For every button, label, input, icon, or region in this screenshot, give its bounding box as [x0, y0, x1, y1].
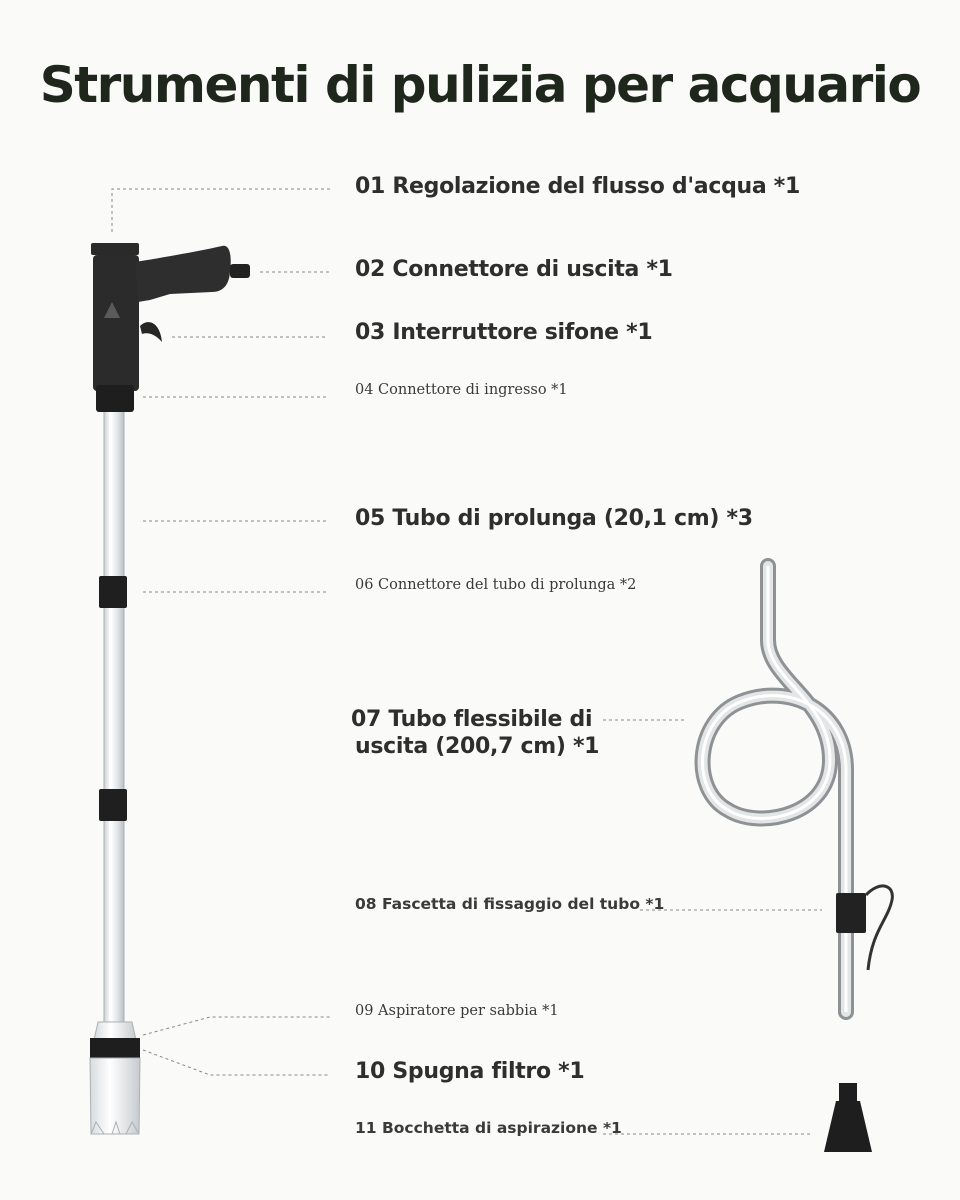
filter-sponge [90, 1038, 140, 1058]
label-05-extension-tube: 05 Tubo di prolunga (20,1 cm) *3 [355, 506, 753, 531]
label-10-filter-sponge: 10 Spugna filtro *1 [355, 1059, 585, 1084]
tube-connector-2 [99, 789, 127, 821]
label-07-line-2: uscita (200,7 cm) *1 [355, 734, 600, 759]
flow-knob [91, 243, 139, 255]
label-07-flexible-hose [351, 706, 599, 760]
label-07-line-1: 07 Tubo flessibile di [351, 707, 593, 732]
gravel-vacuum [90, 1022, 140, 1134]
label-02-outlet-connector: 02 Connettore di uscita *1 [355, 257, 673, 282]
label-04-inlet-connector: 04 Connettore di ingresso *1 [355, 382, 568, 398]
flexible-hose [703, 566, 846, 1012]
outlet-nozzle [230, 264, 250, 278]
leader-line-09 [143, 1017, 330, 1035]
inlet-connector [96, 385, 134, 412]
label-11-suction-nozzle: 11 Bocchetta di aspirazione *1 [355, 1119, 622, 1137]
label-03-siphon-switch: 03 Interruttore sifone *1 [355, 320, 653, 345]
leader-line-01 [112, 189, 332, 232]
tube-connector-1 [99, 576, 127, 608]
label-08-hose-clip: 08 Fascetta di fissaggio del tubo *1 [355, 895, 665, 913]
leader-line-10 [143, 1050, 330, 1075]
label-09-gravel-vacuum: 09 Aspiratore per sabbia *1 [355, 1003, 559, 1019]
page-title: Strumenti di pulizia per acquario [39, 56, 921, 114]
suction-nozzle [824, 1083, 872, 1152]
siphon-gun [91, 243, 250, 412]
label-06-tube-connector: 06 Connettore del tubo di prolunga *2 [355, 577, 637, 593]
extension-tube [104, 410, 124, 1022]
label-01-flow-regulator: 01 Regolazione del flusso d'acqua *1 [355, 174, 800, 199]
trigger [140, 322, 162, 342]
